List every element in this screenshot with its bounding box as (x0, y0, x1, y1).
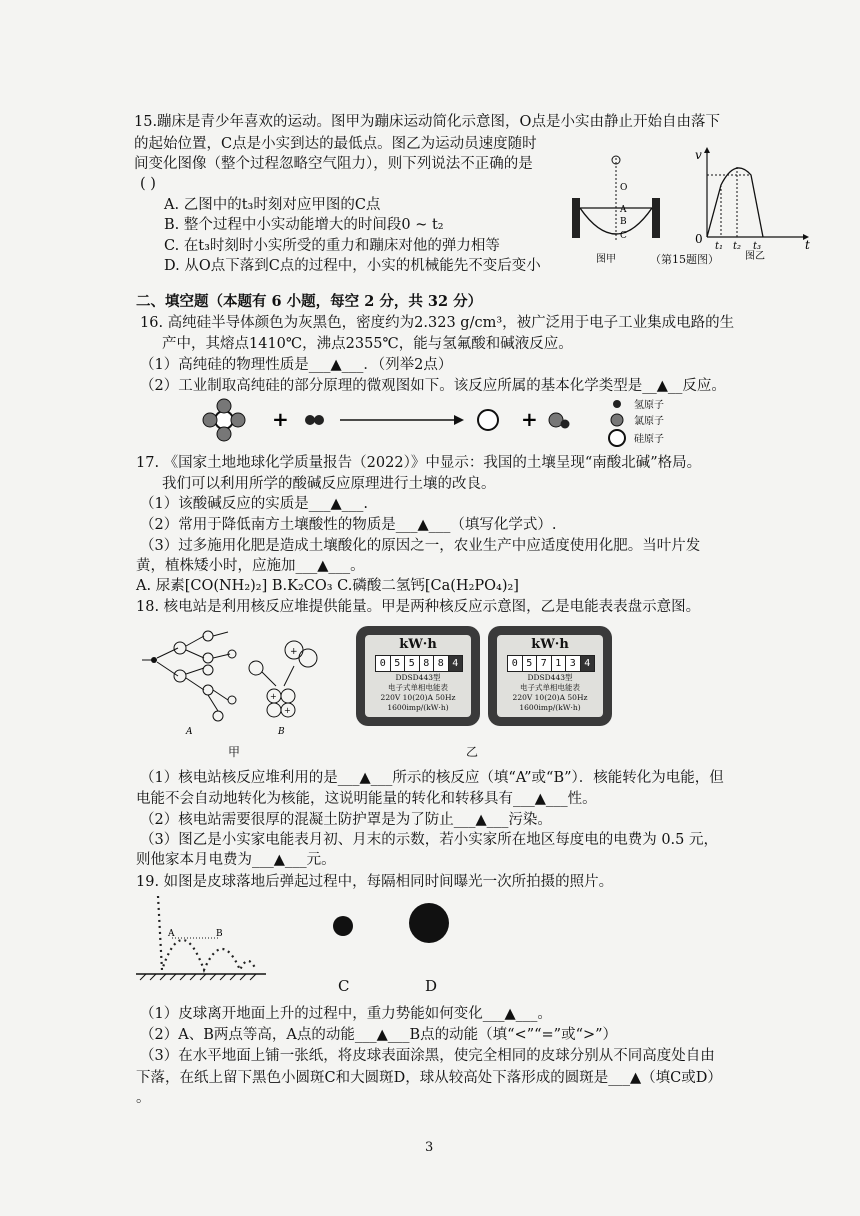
electric-meter-end (488, 626, 612, 726)
meter-unit: kW·h (531, 637, 569, 652)
q15-answer-paren: ( ) (140, 176, 156, 192)
q17-line1: 17. 《国家土地地球化学质量报告（2022）》中显示：我国的土壤呈现“南酸北碱”格局。 (136, 455, 702, 471)
axis-v-label: v (695, 148, 702, 162)
q16-sub1: （1）高纯硅的物理性质是___▲___．（列举2点） (140, 357, 453, 373)
q15-option-d: D. 从O点下落到C点的过程中，小实的机械能先不变后变小 (164, 258, 541, 274)
q15-option-b: B. 整个过程中小实动能增大的时间段0 ~ t₂ (164, 217, 444, 233)
velocity-time-graph (695, 145, 815, 265)
meter-digits-end: 0 5 7 1 3 4 (507, 655, 595, 672)
svg-text:+: + (272, 407, 289, 431)
spot-d-label: D (425, 977, 438, 995)
q19-sub2: （2）A、B两点等高，A点的动能___▲___B点的动能（填“<”“=”或“>”） (140, 1027, 618, 1043)
q17-sub3: （3）过多施用化肥是造成土壤酸化的原因之一，农业生产中应适度使用化肥。当叶片发 (140, 538, 701, 554)
legend-chlorine: 氯原子 (634, 416, 664, 427)
trampoline-label-o: O (620, 183, 628, 193)
reaction-diagram (198, 398, 758, 448)
axis-t2-label: t₂ (733, 241, 742, 252)
q19-sub3a: （3）在水平地面上铺一张纸，将皮球表面涂黑，使完全相同的皮球分别从不同高度处自由 (140, 1048, 715, 1064)
legend-silicon: 硅原子 (634, 434, 664, 445)
q17-sub3b: 黄，植株矮小时，应施加___▲___。 (136, 558, 365, 574)
q15-line3: 间变化图像（整个过程忽略空气阻力），则下列说法不正确的是 (134, 156, 533, 172)
meter-constant: 1600imp/(kW·h) (519, 703, 581, 712)
page-number: 3 (425, 1140, 434, 1155)
fig-b-label: B (278, 727, 285, 737)
q19-sub3b: 下落，在纸上留下黑色小圆斑C和大圆斑D，球从较高处下落形成的圆斑是___▲（填C或D） (136, 1070, 722, 1086)
q15-line1: 15.蹦床是青少年喜欢的运动。图甲为蹦床运动简化示意图，O点是小实由静止开始自由落下 (134, 114, 720, 130)
q18-sub1a: （1）核电站核反应堆利用的是___▲___所示的核反应（填“A”或“B”）．核能转化为电能，但 (140, 770, 724, 786)
meter-rating: 220V 10(20)A 50Hz (380, 693, 456, 702)
q19-sub3c: 。 (136, 1090, 151, 1106)
q18-sub3a: （3）图乙是小实家电能表月初、月末的示数，若小实家所在地区每度电的电费为 0.5 元， (140, 832, 719, 848)
q16-line2: 产中，其熔点1410℃，沸点2355℃，能与氢氟酸和碱液反应。 (162, 336, 573, 352)
q19-sub1: （1）皮球离开地面上升的过程中，重力势能如何变化___▲___。 (140, 1006, 552, 1022)
axis-t1-label: t₁ (715, 241, 724, 252)
electric-meter-start (356, 626, 480, 726)
q16-line1: 16. 高纯硅半导体颜色为灰黑色，密度约为2.323 g/cm³，被广泛用于电子工业集成电路的生 (140, 315, 735, 331)
trampoline-label-a: A (620, 205, 627, 215)
svg-text:+: + (284, 706, 291, 715)
spot-c-label: C (338, 977, 350, 995)
q15-option-a: A. 乙图中的t₃时刻对应甲图的C点 (164, 197, 381, 213)
fig-yi-caption: 乙 (466, 745, 479, 759)
fig-jia-caption: 甲 (228, 745, 241, 759)
meter-digits-start: 0 5 5 8 8 4 (375, 655, 463, 672)
meter-model: DDSD443型 (527, 673, 573, 682)
meter-name: 电子式单相电能表 (388, 683, 448, 692)
q18-line1: 18. 核电站是利用核反应堆提供能量。甲是两种核反应示意图，乙是电能表表盘示意图。 (136, 599, 701, 615)
q18-sub2: （2）核电站需要很厚的混凝土防护罩是为了防止___▲___污染。 (140, 812, 552, 828)
q15-option-c: C. 在t₃时刻时小实所受的重力和蹦床对他的弹力相等 (164, 238, 500, 254)
meter-model: DDSD443型 (395, 673, 441, 682)
legend-hydrogen: 氢原子 (634, 400, 664, 411)
meter-constant: 1600imp/(kW·h) (387, 703, 449, 712)
trampoline-label-b: B (620, 217, 627, 227)
q17-line2: 我们可以利用所学的酸碱反应原理进行土壤的改良。 (162, 476, 496, 492)
q16-sub2: （2）工业制取高纯硅的部分原理的微观图如下。该反应所属的基本化学类型是__▲__反应。 (140, 378, 726, 394)
ball-label-b: B (216, 929, 223, 939)
fig-jia-label: 图甲 (596, 254, 616, 265)
trampoline-label-c: C (620, 231, 627, 241)
svg-text:+: + (270, 692, 277, 701)
axis-t-label: t (805, 238, 810, 252)
meter-name: 电子式单相电能表 (520, 683, 580, 692)
q17-sub1: （1）该酸碱反应的实质是___▲___. (140, 496, 368, 512)
fig-yi-label: 图乙 (745, 251, 765, 262)
axis-t3-label: t₃ (753, 241, 762, 252)
svg-text:+: + (521, 407, 538, 431)
meter-rating: 220V 10(20)A 50Hz (512, 693, 588, 702)
q18-sub3b: 则他家本月电费为___▲___元。 (136, 852, 336, 868)
q15-line2: 的起始位置，C点是小实到达的最低点。图乙为运动员速度随时 (134, 136, 537, 152)
ball-spots (326, 898, 506, 968)
q15-figure-caption: （第15题图） (650, 253, 719, 266)
svg-text:+: + (290, 647, 298, 657)
bouncing-ball-photo (136, 892, 276, 982)
axis-origin-label: 0 (695, 232, 703, 246)
section2-title: 二、填空题（本题有 6 小题，每空 2 分，共 32 分） (136, 293, 483, 310)
q17-options: A. 尿素[CO(NH₂)₂] B.K₂CO₃ C.磷酸二氢钙[Ca(H₂PO₄)₂] (136, 578, 519, 594)
meter-unit: kW·h (399, 637, 437, 652)
fig-a-label: A (186, 727, 193, 737)
q19-line1: 19. 如图是皮球落地后弹起过程中，每隔相同时间曝光一次所拍摄的照片。 (136, 874, 614, 890)
q17-sub2: （2）常用于降低南方土壤酸性的物质是___▲___（填写化学式）. (140, 517, 557, 533)
q18-sub1b: 电能不会自动地转化为核能，这说明能量的转化和转移具有___▲___性。 (136, 791, 597, 807)
ball-label-a: A (168, 929, 175, 939)
nuclear-reaction-diagram (138, 628, 338, 748)
